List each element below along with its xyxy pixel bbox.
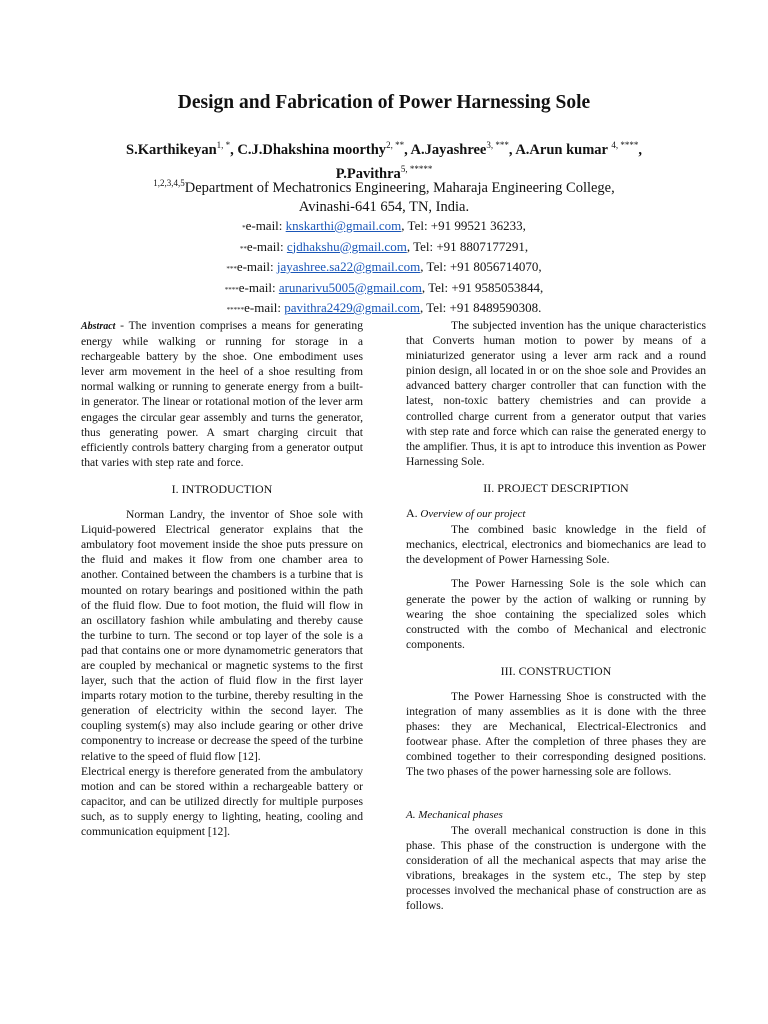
author-marker: 5, ***** [400,163,433,174]
contact-line [60,279,708,300]
contact-line [60,217,708,238]
contact-line [60,238,708,259]
phone-number: , Tel: +91 8807177291, [406,238,529,254]
phone-number: , Tel: +91 8056714070, [420,259,542,274]
intro-paragraph-1: Norman Landry, the inventor of Shoe sole with Liquid-powered Electrical generator explains that the ambulatory foot movement inside the shoe puts pressure on the fluid and makes it flow from one chamber area to another. Contained between the chambers is a turbine that is mounted on rotary bearings and positioned within the path of the fluid flow. Due to foot motion, the fluid will flow in an oscillatory fashion while ambulating and thereby cause the turbine to turn. The second or top layer of the sole is a pad that contains one or more dynamometric generators that are coupled by mechanical or magnetic systems to the first layer, such that the action of fluid flow in the first layer imparts rotary motion to the turbine, thereby resulting in the generation of electricity within the second layer. The coupling system(s) may also include gearing or other drive componentry to increase or decrease the speed of the turbine relative to the speed of fluid flow [12]. [81,508,363,763]
intro-continuation-paragraph: The subjected invention has the unique characteristics that Converts human motion to power by means of a miniaturized generator using a lever arm rack and a round pinion design, all located in or on the shoe sole and Provides an advanced battery charger controller that can function with the latest, non-toxic battery chemistries and can provide a controlled charge current from a generator output that varies with step rate and force which can raise the generated energy to the amplifier. Thus, it is apt to introduce this invention as Power Harnessing Sole. [406,319,706,468]
paper-title: Design and Fabrication of Power Harnessing Sole [177,92,591,113]
phone-number: , Tel: +91 9585053844, [421,279,544,295]
abstract-dash: - [115,319,129,332]
abstract [81,318,363,470]
section-heading-project-description: II. PROJECT DESCRIPTION [483,480,629,495]
construction-paragraph-1: The Power Harnessing Shoe is constructed with the integration of many assemblies as it is done with the three phases: they are Mechanical, Electrical-Electronics and footwear phase. After the completion of three phases they are combined together to their corresponding designed positions. The two phases of the power harnessing sole are follows. [406,689,706,779]
email-label: e-mail: [244,300,285,315]
email-link[interactable]: jayashree.sa22@gmail.com [276,259,421,274]
phone-number: , Tel: +91 99521 36233, [401,218,526,233]
section-heading-introduction: I. INTRODUCTION [171,481,273,496]
author-marker: 4, **** [611,140,639,150]
author-name: P.Pavithra [335,165,401,182]
author-separator: , [638,141,642,158]
contact-marker: **** [224,285,239,294]
author-name: A.Arun kumar [515,141,612,158]
contact-line [60,299,708,320]
email-link[interactable]: cjdhakshu@gmail.com [286,238,407,254]
author-name: C.J.Dhakshina moorthy [237,141,387,158]
contact-marker: * [242,224,246,232]
email-link[interactable]: knskarthi@gmail.com [285,218,402,233]
email-label: e-mail: [245,218,286,233]
project-paragraph-1: The combined basic knowledge in the field of mechanics, electrical, electronics and biomechanics are lead to the development of Power Harnessing Sole. [406,523,706,567]
author-marker: 2, ** [386,140,405,150]
email-label: e-mail: [246,238,287,254]
contact-list [60,217,708,320]
abstract-label: Abstract [81,321,116,332]
author-name: S.Karthikeyan [126,141,217,158]
subsection-letter: A. [406,506,418,521]
subsection-heading-overview [406,506,706,522]
left-column [81,318,363,839]
section-heading-construction: III. CONSTRUCTION [500,663,612,678]
affiliation-line-2: Avinashi-641 654, TN, India. [298,198,470,215]
contact-marker: ** [239,244,247,253]
contact-marker: ***** [226,306,245,314]
email-label: e-mail: [238,279,279,295]
right-column [406,318,706,913]
phone-number: , Tel: +91 8489590308. [420,300,542,315]
contact-line [60,258,708,279]
project-paragraph-2: The Power Harnessing Sole is the sole which can generate the power by the action of walking or running by wearing the shoe containing the specialized soles which constructed with the combo of Mechanical and electronic components. [406,577,706,651]
affiliation [60,174,708,217]
subsection-title: Overview of our project [420,508,526,521]
affiliation-line-1: Department of Mechatronics Engineering, Maharaja Engineering College, [184,179,615,196]
author-marker: 1, * [216,140,231,150]
construction-paragraph-2: The overall mechanical construction is done in this phase. This phase of the construction is undergone with the consideration of all the mechanical aspects that may arise the vibrations, breakages in the system etc., The step by step processes involved the mechanical phase of construction are as follows. [406,823,706,913]
email-link[interactable]: pavithra2429@gmail.com [284,300,420,315]
author-separator: , [508,141,516,158]
abstract-text: The invention comprises a means for generating energy while walking or running for storage in a rechargeable battery by the shoe. One embodiment uses lever arm movement in the heel of a shoe resulting from normal walking or running to generate energy from a built-in generator. The linear or rotational motion of the lever arm engages the circular gear assembly and turns the generator, thus generating power. A smart charging circuit that efficiently controls battery charging from a generator output that varies with step rate and force. [81,319,363,469]
email-link[interactable]: arunarivu5005@gmail.com [278,279,422,295]
email-label: e-mail: [236,259,277,274]
contact-marker: *** [226,265,237,273]
author-marker: 3, *** [486,140,509,150]
author-separator: , [230,141,238,158]
author-separator: , [404,141,411,158]
subsection-heading-mechanical: A. Mechanical phases [406,808,503,821]
author-name: A.Jayashree [410,141,487,158]
intro-paragraph-2: Electrical energy is therefore generated from the ambulatory motion and can be stored within a rechargeable battery or capacitor, and can be utilized directly for multiple purposes such, as to supply energy to lighting, heating, cooling and communication equipment [12]. [81,764,363,838]
affiliation-marker: 1,2,3,4,5 [153,178,185,188]
